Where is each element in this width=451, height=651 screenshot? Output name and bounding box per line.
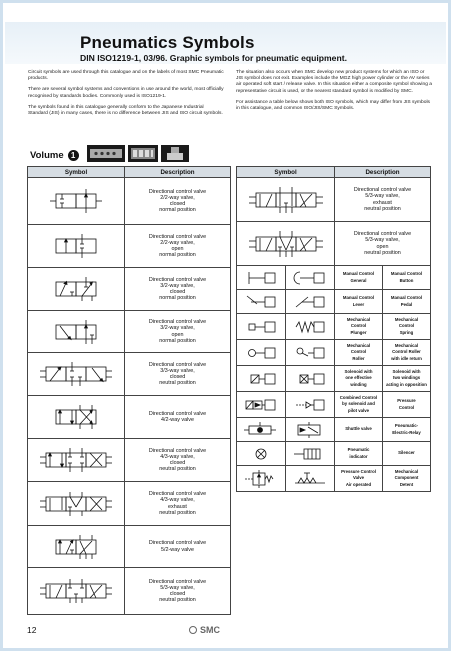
desc-line: Control Roller bbox=[392, 349, 421, 355]
table-row bbox=[28, 482, 231, 526]
description-cell bbox=[335, 392, 383, 418]
symbol-column-header: Symbol bbox=[237, 167, 335, 178]
valve-4-2-icon bbox=[46, 402, 106, 432]
symbol-cell bbox=[286, 466, 335, 492]
table-row bbox=[237, 222, 431, 266]
mechanical-roller-icon bbox=[241, 344, 281, 362]
desc-line: Air operated bbox=[345, 481, 372, 487]
desc-line: Solenoid with bbox=[344, 369, 373, 375]
symbol-cell bbox=[237, 222, 335, 266]
description-cell bbox=[383, 442, 431, 466]
desc-line: 5/3-way valve, bbox=[160, 584, 195, 591]
mechanical-roller-idle-return-icon bbox=[290, 344, 330, 362]
desc-line: neutral position bbox=[159, 466, 196, 473]
volume-label bbox=[30, 150, 79, 161]
desc-line: normal position bbox=[159, 337, 196, 344]
table-row bbox=[237, 178, 431, 222]
description-cell bbox=[335, 222, 431, 266]
valve-4-3-closed-icon bbox=[36, 445, 116, 475]
symbol-cell bbox=[237, 178, 335, 222]
description-cell bbox=[125, 268, 231, 311]
desc-line: Manual Control bbox=[342, 271, 375, 277]
desc-line: normal position bbox=[159, 207, 196, 214]
description-cell bbox=[383, 340, 431, 366]
description-cell bbox=[125, 353, 231, 396]
manifold-photo-icon bbox=[128, 145, 158, 162]
table-row bbox=[237, 290, 431, 314]
intro-paragraph: The situation also occurs when SMC develop new product systems for which an ISO or JIS symbol does not exit. Examples include the MGZ high power cylinder or the AV series air operated soft start / release valve. In this situation either a composite symbol showing a representative circuit is used, or the nearest standard symbol is modified by SMC. bbox=[236, 70, 432, 94]
desc-line: Lever bbox=[352, 301, 365, 307]
desc-line: open bbox=[376, 243, 389, 250]
description-cell bbox=[125, 396, 231, 439]
valve-block-photo-icon bbox=[87, 145, 125, 162]
manual-control-lever-icon bbox=[241, 293, 281, 311]
desc-line: neutral position bbox=[364, 205, 401, 212]
desc-line: 3/3-way valve, bbox=[160, 367, 195, 374]
desc-line: 2/2-way valve, bbox=[160, 194, 195, 201]
description-cell bbox=[383, 314, 431, 340]
symbol-cell bbox=[28, 396, 125, 439]
intro-left-column bbox=[28, 70, 224, 122]
valve-5-3-closed-icon bbox=[36, 576, 116, 606]
symbol-cell bbox=[28, 482, 125, 526]
valve-4-3-exhaust-icon bbox=[36, 489, 116, 519]
valve-5-2-icon bbox=[46, 532, 106, 562]
symbol-cell bbox=[237, 314, 286, 340]
table-row bbox=[237, 442, 431, 466]
mechanical-detent-icon bbox=[290, 469, 330, 489]
desc-line: Silencer bbox=[398, 450, 415, 456]
table-row bbox=[28, 268, 231, 311]
description-cell bbox=[335, 340, 383, 366]
smc-logo-text: SMC bbox=[200, 625, 220, 635]
desc-line: Directional control valve bbox=[148, 540, 207, 547]
desc-line: Control bbox=[350, 323, 367, 329]
left-symbols-table bbox=[27, 166, 231, 615]
desc-line: Detent bbox=[399, 481, 414, 487]
symbol-cell bbox=[28, 439, 125, 482]
description-cell bbox=[383, 266, 431, 290]
desc-line: Component bbox=[394, 475, 419, 481]
page-subtitle: DIN ISO1219-1, 03/96. Graphic symbols for pneumatic equipment. bbox=[80, 53, 347, 63]
desc-line: 2/2-way valve, bbox=[160, 239, 195, 246]
desc-line: open bbox=[171, 331, 184, 338]
symbol-cell bbox=[28, 526, 125, 568]
symbol-cell bbox=[28, 568, 125, 615]
description-cell bbox=[125, 225, 231, 268]
desc-line: open bbox=[171, 246, 184, 252]
intro-paragraph: For assistance a table below shows both ISO symbols, which may differ from JIS symbols in this catalogue, and common ISO/JIS/SMC Symbols. bbox=[236, 99, 430, 112]
symbol-cell bbox=[237, 266, 286, 290]
symbol-cell bbox=[28, 225, 125, 268]
desc-line: Pneumatic- bbox=[394, 423, 419, 429]
intro-right-column bbox=[236, 70, 432, 117]
solenoid-pilot-combined-icon bbox=[241, 396, 281, 414]
description-cell bbox=[335, 266, 383, 290]
desc-line: neutral position bbox=[159, 509, 196, 516]
description-column-header: Description bbox=[125, 167, 231, 178]
valve-3-2-open-icon bbox=[46, 317, 106, 347]
table-row bbox=[237, 466, 431, 492]
desc-line: Shuttle valve bbox=[345, 426, 372, 432]
description-cell bbox=[383, 366, 431, 392]
desc-line: Manual Control bbox=[390, 271, 423, 277]
table-header-row bbox=[237, 167, 431, 178]
table-row bbox=[237, 340, 431, 366]
desc-line: acting in opposition bbox=[386, 381, 427, 387]
valve-5-3-open-icon bbox=[243, 228, 329, 260]
symbol-cell bbox=[286, 266, 335, 290]
desc-line: Pressure Control bbox=[341, 469, 376, 475]
smc-logo bbox=[189, 625, 220, 635]
table-row bbox=[28, 568, 231, 615]
description-cell bbox=[125, 526, 231, 568]
desc-line: Manual Control bbox=[390, 295, 423, 301]
symbol-column-header: Symbol bbox=[28, 167, 125, 178]
desc-line: Directional control valve bbox=[148, 276, 207, 283]
symbol-cell bbox=[28, 268, 125, 311]
silencer-icon bbox=[290, 445, 330, 463]
desc-line: 5/3-way valve, bbox=[365, 237, 400, 244]
table-row bbox=[237, 314, 431, 340]
symbol-cell bbox=[286, 392, 335, 418]
desc-line: Button bbox=[399, 277, 414, 283]
intro-paragraph: Circuit symbols are used through this catalogue and on the labels of most SMC Pneumatic products. bbox=[28, 70, 224, 82]
description-cell bbox=[335, 290, 383, 314]
desc-line: closed bbox=[169, 591, 186, 597]
symbol-cell bbox=[237, 392, 286, 418]
desc-line: Pedal bbox=[400, 301, 413, 307]
volume-text: Volume bbox=[30, 150, 64, 161]
table-row bbox=[237, 366, 431, 392]
symbol-cell bbox=[237, 418, 286, 442]
desc-line: Control bbox=[398, 404, 415, 410]
table-row bbox=[237, 266, 431, 290]
desc-line: with idle return bbox=[391, 355, 422, 361]
desc-line: Valve bbox=[353, 475, 364, 481]
description-cell bbox=[383, 466, 431, 492]
description-cell bbox=[125, 482, 231, 526]
desc-line: exhaust bbox=[168, 503, 187, 510]
desc-line: Combined Control bbox=[339, 395, 378, 401]
desc-line: neutral position bbox=[364, 249, 401, 256]
description-cell bbox=[335, 442, 383, 466]
desc-line: by solenoid and bbox=[342, 401, 375, 407]
symbol-cell bbox=[28, 311, 125, 353]
description-cell bbox=[125, 568, 231, 615]
intro-paragraph: The symbols found in this catalogue generally conform to the Japanese Industrial Standard (JIS) in many cases, there is no difference between JIS and ISO circuit symbols. bbox=[28, 104, 223, 117]
desc-line: Directional control valve bbox=[148, 491, 207, 498]
desc-line: neutral position bbox=[159, 380, 196, 387]
page-number: 12 bbox=[27, 625, 37, 635]
desc-line: Pneumatic bbox=[347, 447, 370, 453]
right-symbols-table bbox=[236, 166, 431, 492]
desc-line: Spring bbox=[399, 329, 414, 335]
desc-line: Directional control valve bbox=[148, 319, 207, 326]
desc-line: one effective bbox=[345, 375, 372, 381]
desc-line: Directional control valve bbox=[353, 187, 412, 194]
manual-control-pedal-icon bbox=[290, 293, 330, 311]
valve-3-2-closed-icon bbox=[46, 274, 106, 304]
table-row bbox=[28, 353, 231, 396]
desc-line: normal position bbox=[159, 295, 196, 302]
desc-line: 3/2-way valve, bbox=[160, 282, 195, 289]
description-cell bbox=[125, 439, 231, 482]
desc-line: Plunger bbox=[350, 329, 367, 335]
table-row bbox=[28, 178, 231, 225]
description-cell bbox=[125, 311, 231, 353]
description-cell bbox=[335, 366, 383, 392]
desc-line: Directional control valve bbox=[148, 188, 207, 195]
table-row bbox=[28, 396, 231, 439]
desc-line: Directional control valve bbox=[148, 578, 207, 585]
desc-line: Directional control valve bbox=[353, 231, 412, 238]
valve-2-2-closed-icon bbox=[46, 186, 106, 216]
symbol-cell bbox=[286, 314, 335, 340]
desc-line: Control bbox=[350, 349, 367, 355]
table-row bbox=[28, 311, 231, 353]
description-cell bbox=[383, 290, 431, 314]
symbol-cell bbox=[286, 340, 335, 366]
desc-line: indicator bbox=[349, 453, 368, 459]
desc-line: Directional control valve bbox=[148, 233, 207, 240]
desc-line: exhaust bbox=[373, 199, 392, 206]
pneumatic-indicator-icon bbox=[241, 445, 281, 463]
intro-paragraph: There are several symbol systems and conventions in use around the world, most officially recognised by standards bodies. Commonly used is ISO1219-1. bbox=[28, 87, 224, 99]
desc-line: Directional control valve bbox=[148, 447, 207, 454]
desc-line: Mechanical bbox=[346, 317, 371, 323]
mechanical-spring-icon bbox=[290, 318, 330, 336]
symbol-cell bbox=[237, 442, 286, 466]
fitting-photo-icon bbox=[161, 145, 189, 162]
valve-5-3-exhaust-icon bbox=[243, 184, 329, 216]
desc-line: closed bbox=[169, 374, 186, 380]
smc-logo-mark-icon bbox=[189, 626, 197, 634]
desc-line: Mechanical bbox=[394, 469, 419, 475]
desc-line: Control bbox=[398, 323, 415, 329]
volume-number: 1 bbox=[68, 150, 79, 161]
desc-line: Directional control valve bbox=[148, 361, 207, 368]
table-row bbox=[28, 526, 231, 568]
description-cell bbox=[383, 392, 431, 418]
symbol-cell bbox=[237, 290, 286, 314]
page-title: Pneumatics Symbols bbox=[80, 33, 255, 52]
symbol-cell bbox=[286, 290, 335, 314]
desc-line: closed bbox=[169, 460, 186, 466]
desc-line: neutral position bbox=[159, 597, 196, 604]
symbol-cell bbox=[237, 466, 286, 492]
desc-line: Electric-Relay bbox=[392, 429, 421, 435]
desc-line: Pressure bbox=[397, 398, 416, 404]
desc-line: Solenoid with bbox=[392, 369, 421, 375]
desc-line: General bbox=[350, 277, 367, 283]
desc-line: Mechanical bbox=[346, 343, 371, 349]
desc-line: 4/3-way valve, bbox=[160, 497, 195, 504]
desc-line: Mechanical bbox=[394, 317, 419, 323]
symbol-cell bbox=[286, 366, 335, 392]
manual-control-general-icon bbox=[241, 269, 281, 287]
description-cell bbox=[335, 178, 431, 222]
desc-line: Directional control valve bbox=[148, 410, 207, 417]
desc-line: winding bbox=[350, 381, 367, 387]
symbol-cell bbox=[237, 340, 286, 366]
desc-line: Roller bbox=[352, 355, 365, 361]
table-header-row bbox=[28, 167, 231, 178]
table-row bbox=[237, 392, 431, 418]
pressure-control-valve-icon bbox=[241, 469, 281, 489]
desc-line: Mechanical bbox=[394, 343, 419, 349]
mechanical-plunger-icon bbox=[241, 318, 281, 336]
description-column-header: Description bbox=[335, 167, 431, 178]
symbol-cell bbox=[237, 366, 286, 392]
desc-line: closed bbox=[169, 201, 186, 207]
table-row bbox=[28, 225, 231, 268]
description-cell bbox=[383, 418, 431, 442]
valve-2-2-open-icon bbox=[46, 231, 106, 261]
pneumatic-electric-relay-icon bbox=[290, 421, 330, 439]
desc-line: Manual Control bbox=[342, 295, 375, 301]
shuttle-valve-icon bbox=[241, 421, 281, 439]
desc-line: 4/2-way valve bbox=[161, 417, 194, 423]
description-cell bbox=[335, 466, 383, 492]
symbol-cell bbox=[28, 353, 125, 396]
table-row bbox=[237, 418, 431, 442]
symbol-cell bbox=[28, 178, 125, 225]
desc-line: normal position bbox=[159, 252, 196, 259]
table-row bbox=[28, 439, 231, 482]
symbol-cell bbox=[286, 442, 335, 466]
desc-line: closed bbox=[169, 289, 186, 295]
desc-line: two windings bbox=[392, 375, 421, 381]
desc-line: 5/3-way valve, bbox=[365, 193, 400, 200]
desc-line: 3/2-way valve, bbox=[160, 325, 195, 332]
symbol-cell bbox=[286, 418, 335, 442]
description-cell bbox=[335, 314, 383, 340]
desc-line: 5/2-way valve bbox=[161, 546, 194, 553]
solenoid-two-windings-icon bbox=[290, 370, 330, 388]
desc-line: pilot valve bbox=[347, 407, 369, 413]
description-cell bbox=[125, 178, 231, 225]
pressure-control-icon bbox=[290, 396, 330, 414]
manual-control-button-icon bbox=[290, 269, 330, 287]
desc-line: 4/3-way valve, bbox=[160, 453, 195, 460]
valve-3-3-closed-icon bbox=[36, 359, 116, 389]
solenoid-single-winding-icon bbox=[241, 370, 281, 388]
description-cell bbox=[335, 418, 383, 442]
